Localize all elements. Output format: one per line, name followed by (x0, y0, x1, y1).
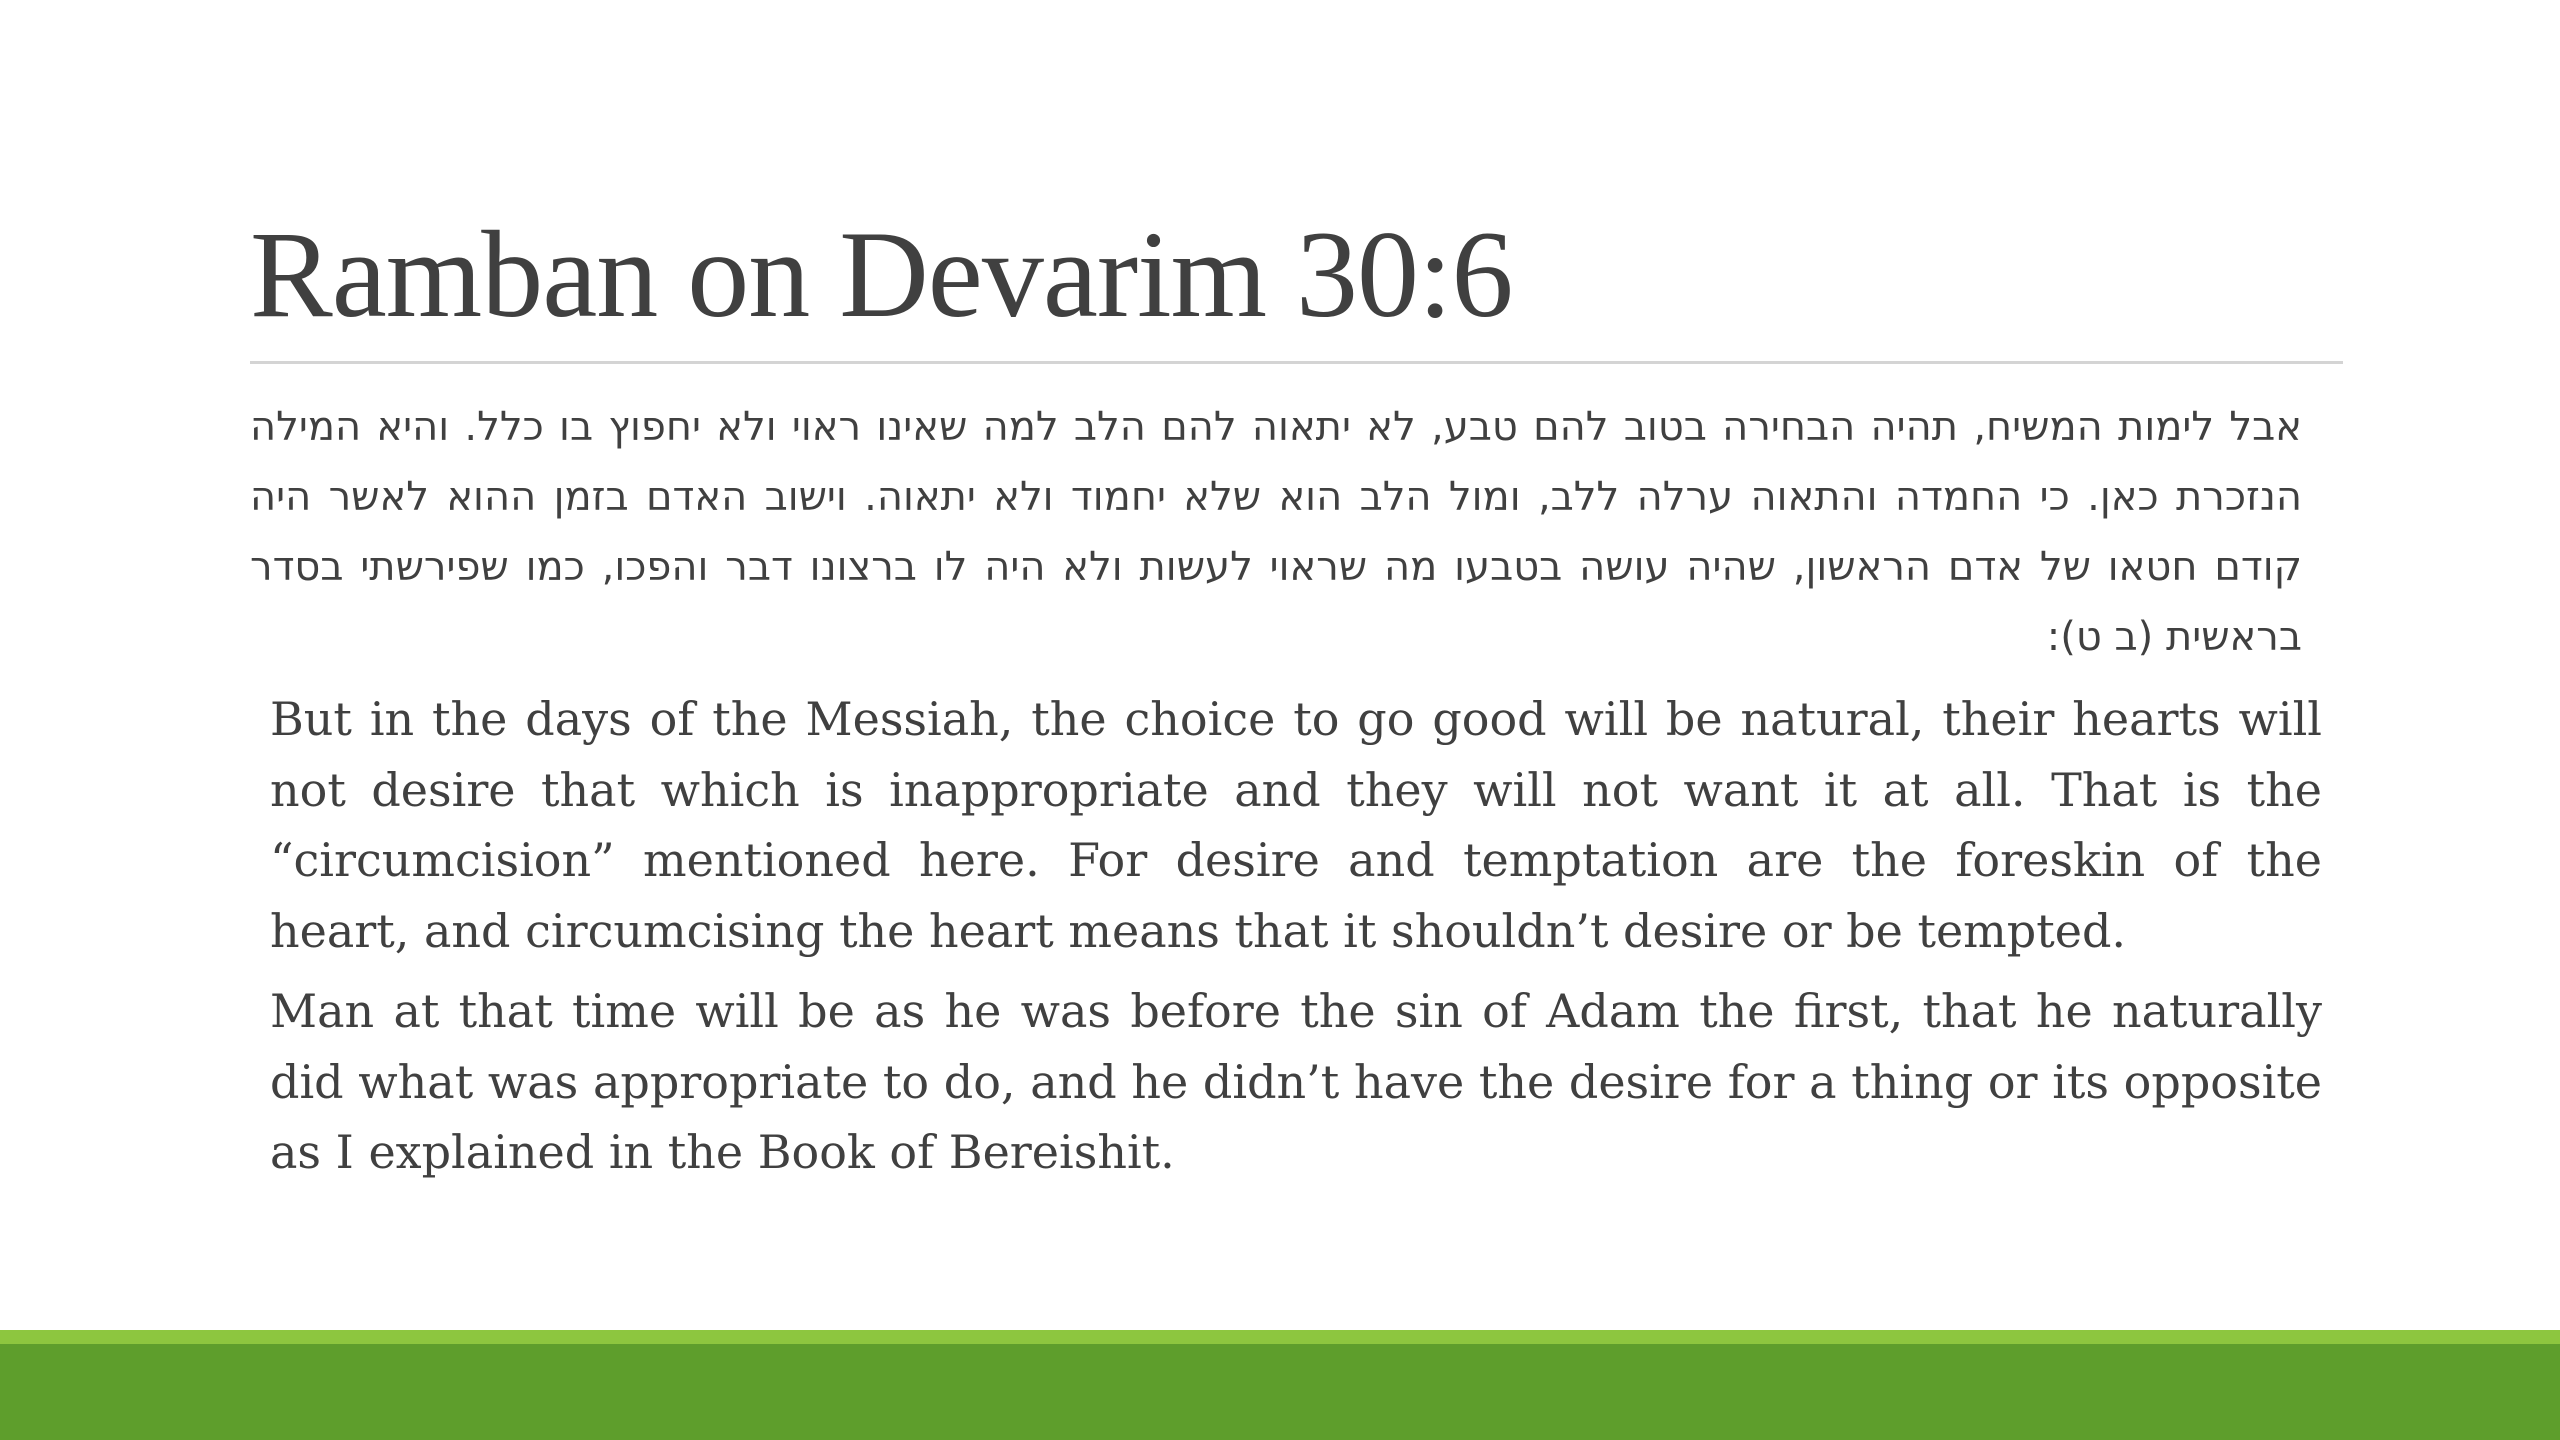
title-divider (250, 361, 2343, 364)
slide-body (250, 392, 2322, 1188)
english-translation-paragraph-2: Man at that time will be as he was before the sin of Adam the first, that he naturally did what was appropriate to do, and he didn’t have the desire for a thing or its opposite as I explained in the Book of Bereishit. (270, 984, 2322, 1179)
english-translation-paragraph-1: But in the days of the Messiah, the choice to go good will be natural, their hearts will not desire that which is inappropriate and they will not want it at all. That is the “circumcision” mentioned here. For desire and temptation are the foreskin of the heart, and circumcising the heart means that it shouldn’t desire or be tempted. (270, 692, 2322, 958)
footer-accent-bar (0, 1330, 2560, 1344)
hebrew-source-text: אבל לימות המשיח, תהיה הבחירה בטוב להם טבע, לא יתאוה להם הלב למה שאינו ראוי ולא יחפוץ בו כלל. והיא המילה הנזכרת כאן. כי החמדה והתאוה ערלה ללב, ומול הלב הוא שלא יחמוד ולא יתאוה. וישוב האדם בזמן ההוא לאשר היה קודם חטאו של אדם הראשון, שהיה עושה בטבעו מה שראוי לעשות ולא היה לו ברצונו דבר והפכו, כמו שפירשתי בסדר בראשית (ב ט): (250, 404, 2302, 660)
slide-title: Ramban on Devarim 30:6 (250, 206, 1513, 343)
footer-bar (0, 1344, 2560, 1440)
